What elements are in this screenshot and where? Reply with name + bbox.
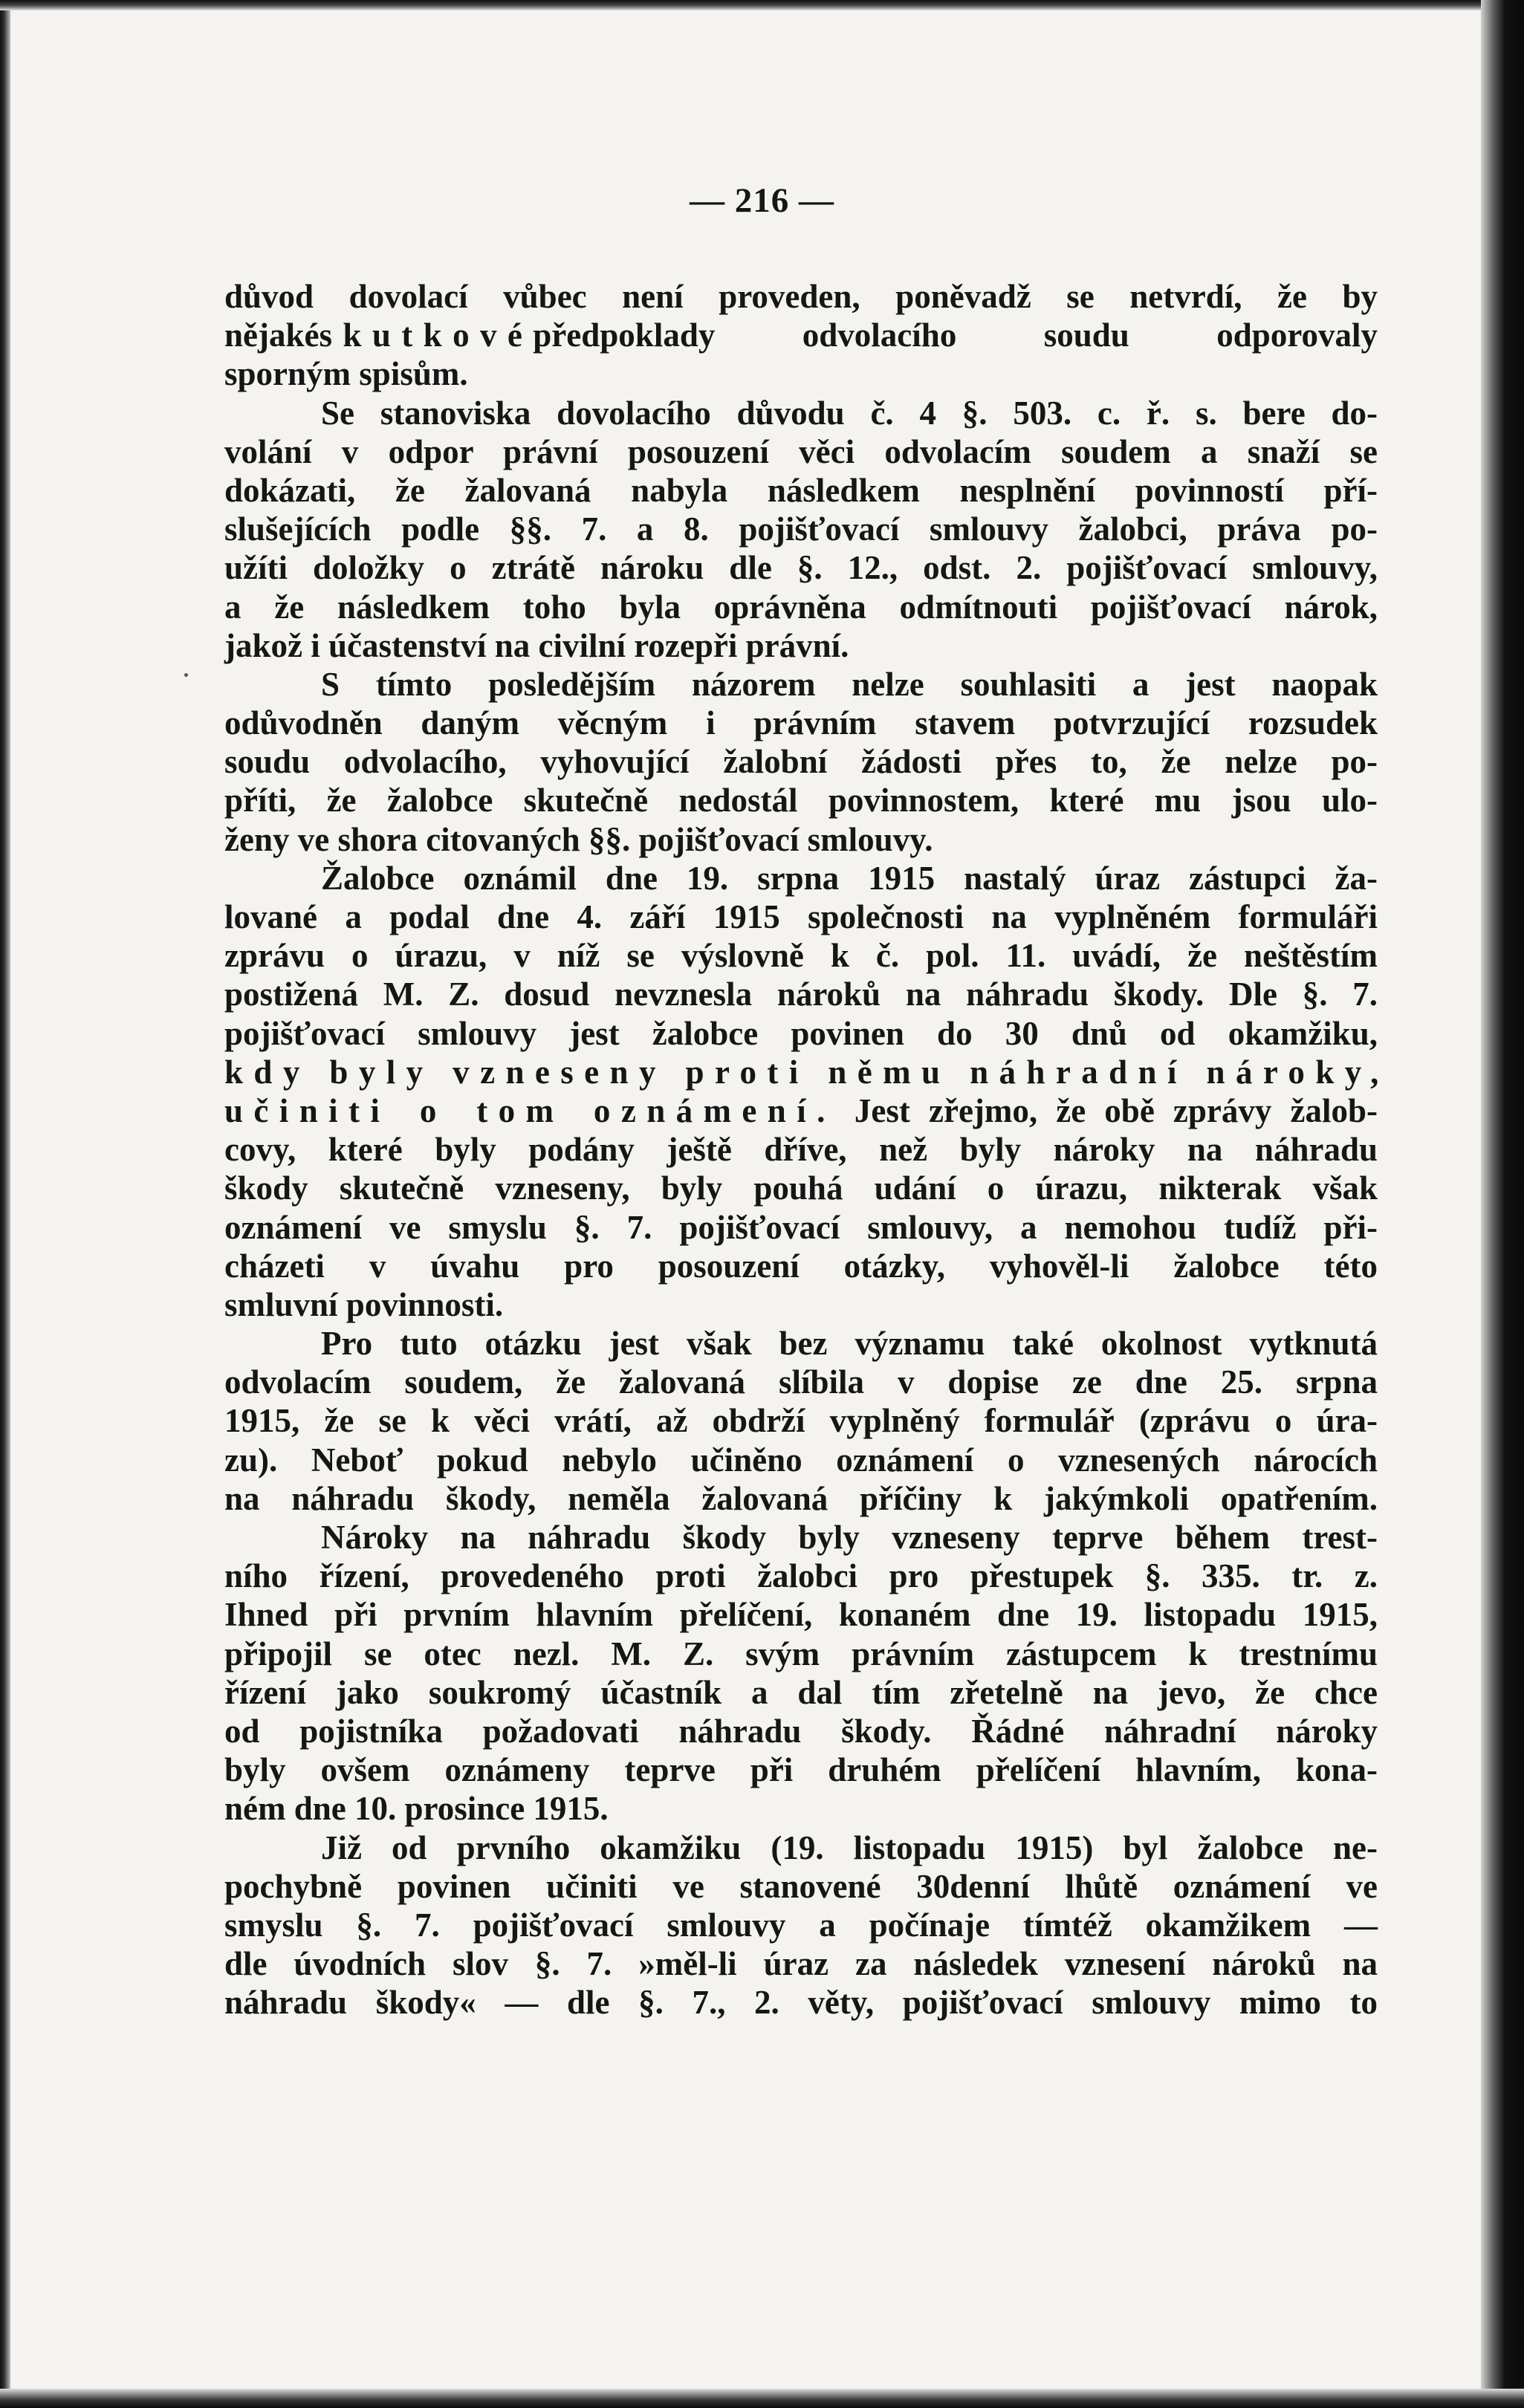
scan-edge-top	[0, 0, 1524, 10]
text-line: volání v odpor právní posouzení věci odvolacím soudem a snaží se	[224, 432, 1378, 470]
text-line: nějakéskutkovépředpoklady odvolacího soudu odporovaly	[224, 317, 1378, 354]
scan-edge-right	[1481, 0, 1524, 2408]
text-line: 1915, že se k věci vrátí, až obdrží vyplněný formulář (zprávu o úra-	[224, 1402, 1378, 1440]
text-line: důvod dovolací vůbec není proveden, poněvadž se netvrdí, že by	[224, 278, 1378, 315]
text-line: soudu odvolacího, vyhovující žalobní žádosti přes to, že nelze po-	[224, 743, 1378, 781]
text-line: covy, které byly podány ještě dříve, než byly nároky na náhradu	[224, 1131, 1378, 1169]
text-line: sporným spisům.	[224, 355, 468, 393]
text-line: ženy ve shora citovaných §§. pojišťovací smlouvy.	[224, 820, 933, 858]
text-line: od pojistníka požadovati náhradu škody. Řádné náhradní nároky	[224, 1712, 1378, 1750]
text-line: pochybně povinen učiniti ve stanovené 30denní lhůtě oznámení ve	[224, 1867, 1378, 1905]
text-line: Již od prvního okamžiku (19. listopadu 1915) byl žalobce ne-	[321, 1828, 1378, 1866]
text-line: a že následkem toho byla oprávněna odmítnouti pojišťovací nárok,	[224, 588, 1378, 626]
text-line: S tímto posledějším názorem nelze souhlasiti a jest naopak	[321, 665, 1378, 703]
text-line: Se stanoviska dovolacího důvodu č. 4 §. 503. c. ř. s. bere do-	[321, 394, 1378, 432]
text-line: kdy byly vzneseny proti němu náhradní nároky,	[224, 1053, 1390, 1091]
text-line: postižená M. Z. dosud nevznesla nároků na náhradu škody. Dle §. 7.	[224, 976, 1378, 1013]
text-line: na náhradu škody, neměla žalovaná příčiny k jakýmkoli opatřením.	[224, 1479, 1378, 1517]
text-line: řízení jako soukromý účastník a dal tím zřetelně na jevo, že chce	[224, 1673, 1378, 1711]
text-line: příti, že žalobce skutečně nedostál povinnostem, které mu jsou ulo-	[224, 782, 1378, 820]
text-line: smluvní povinnosti.	[224, 1285, 504, 1323]
scan-edge-left	[0, 0, 10, 2408]
scan-edge-bottom	[0, 2389, 1524, 2408]
text-line: odůvodněn daným věcným i právním stavem potvrzující rozsudek	[224, 704, 1378, 742]
text-line: cházeti v úvahu pro posouzení otázky, vyhověl-li žalobce této	[224, 1247, 1378, 1285]
text-line: připojil se otec nezl. M. Z. svým právním zástupcem k trestnímu	[224, 1635, 1378, 1672]
text-line: učiniti o tom oznámení. Jest zřejmo, že obě zprávy žalob-	[224, 1091, 1378, 1129]
text-line: dle úvodních slov §. 7. »měl-li úraz za následek vznesení nároků na	[224, 1945, 1378, 1983]
text-line: smyslu §. 7. pojišťovací smlouvy a počínaje tímtéž okamžikem —	[224, 1906, 1378, 1944]
text-line: zu). Neboť pokud nebylo učiněno oznámení o vznesených nárocích	[224, 1441, 1378, 1479]
text-line: Žalobce oznámil dne 19. srpna 1915 nastalý úraz zástupci ža-	[321, 859, 1378, 897]
text-line: odvolacím soudem, že žalovaná slíbila v dopise ze dne 25. srpna	[224, 1363, 1378, 1401]
text-line: užíti doložky o ztrátě nároku dle §. 12., odst. 2. pojišťovací smlouvy,	[224, 549, 1378, 587]
text-line: ního řízení, provedeného proti žalobci pro přestupek §. 335. tr. z.	[224, 1557, 1378, 1595]
text-line: Ihned při prvním hlavním přelíčení, konaném dne 19. listopadu 1915,	[224, 1596, 1378, 1634]
text-line: byly ovšem oznámeny teprve při druhém přelíčení hlavním, kona-	[224, 1751, 1378, 1789]
text-line: zprávu o úrazu, v níž se výslovně k č. pol. 11. uvádí, že neštěstím	[224, 937, 1378, 975]
text-line: Pro tuto otázku jest však bez významu také okolnost vytknutá	[321, 1325, 1378, 1363]
text-line: oznámení ve smyslu §. 7. pojišťovací smlouvy, a nemohou tudíž při-	[224, 1208, 1378, 1246]
text-line: ném dne 10. prosince 1915.	[224, 1790, 609, 1828]
text-line: náhradu škody« — dle §. 7., 2. věty, pojišťovací smlouvy mimo to	[224, 1984, 1378, 2022]
text-line: lované a podal dne 4. září 1915 společnosti na vyplněném formuláři	[224, 898, 1378, 935]
text-line: slušejících podle §§. 7. a 8. pojišťovací smlouvy žalobci, práva po-	[224, 510, 1378, 548]
page-number: — 216 —	[690, 181, 834, 220]
text-line: pojišťovací smlouvy jest žalobce povinen do 30 dnů od okamžiku,	[224, 1014, 1378, 1052]
body-text	[224, 277, 1390, 2022]
margin-dot	[184, 673, 188, 677]
text-line: škody skutečně vzneseny, byly pouhá udání o úrazu, nikterak však	[224, 1169, 1378, 1207]
text-line: dokázati, že žalovaná nabyla následkem nesplnění povinností pří-	[224, 471, 1378, 509]
text-line: jakož i účastenství na civilní rozepři právní.	[224, 626, 849, 664]
text-line: Nároky na náhradu škody byly vzneseny teprve během trest-	[321, 1519, 1378, 1556]
